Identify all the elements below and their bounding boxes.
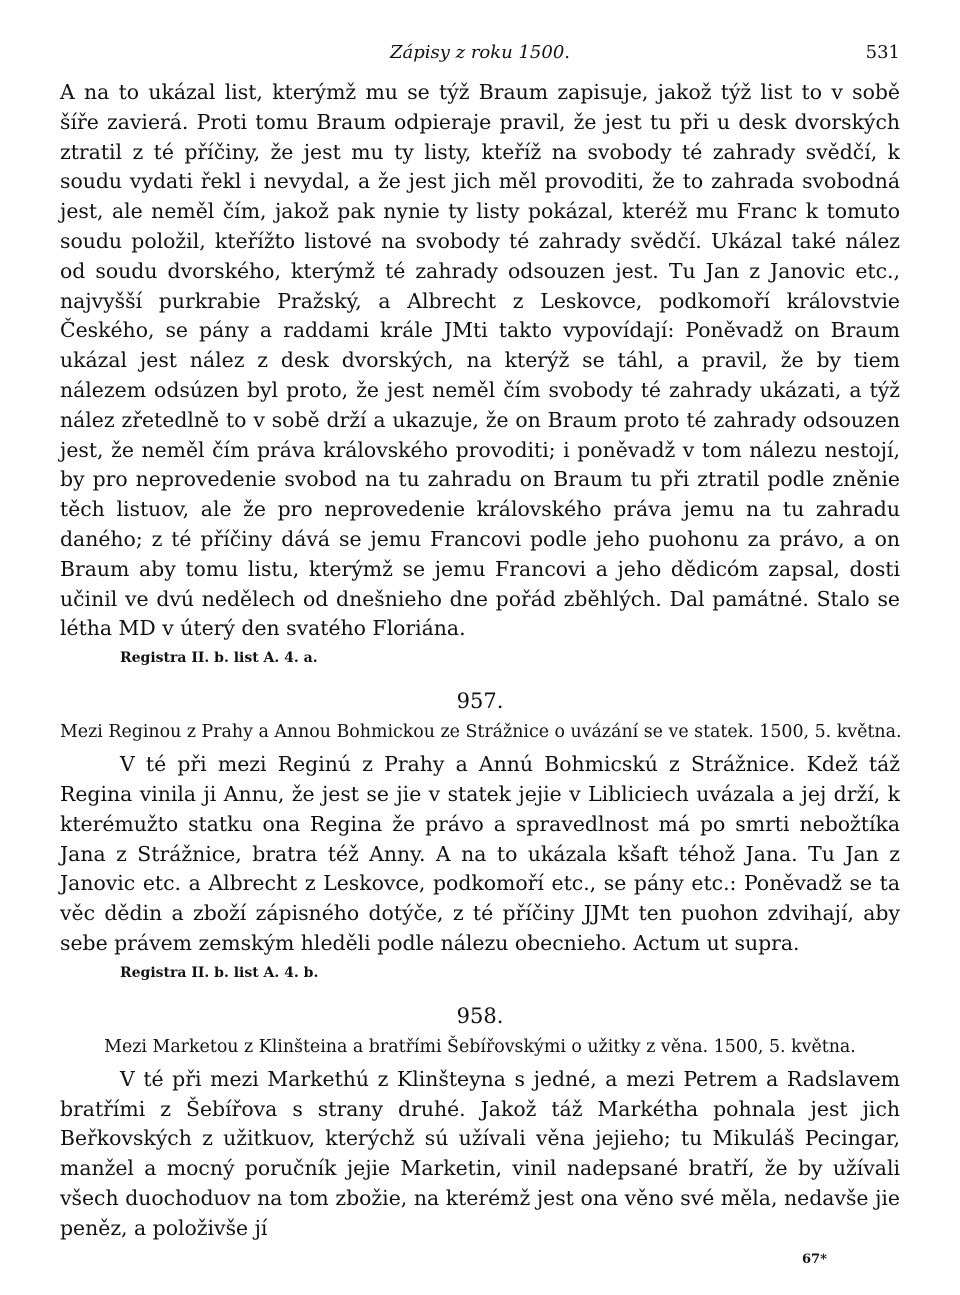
document-page [60, 40, 900, 1267]
entry-958 [60, 1001, 900, 1244]
entry-heading: Mezi Reginou z Prahy a Annou Bohmickou ze Strážnice o uvázání se ve statek. 1500, 5. května. [60, 722, 902, 743]
archive-reference: Registra II. b. list A. 4. a. [120, 650, 318, 667]
entry-number: 957. [456, 689, 504, 714]
printer-signature: 67* [802, 1251, 827, 1267]
intro-paragraph: A na to ukázal list, kterýmž mu se týž Braum zapisuje, jakož týž list to v sobě šíře zavierá. Proti tomu Braum odpieraje pravil, že jest tu při u desk dvorských ztratil z té příčiny, že jest mu ty listy, kteříž na svobody té zahrady svědčí, k soudu vydati řekl i nevydal, a že jest jich měl provoditi, že to zahrada svobodná jest, ale neměl čím, jakož pak nynie ty listy pokázal, kteréž mu Franc k tomuto soudu položil, kteřížto listové na svobody té zahrady svědčí. Ukázal také nález od soudu dvorského, kterýmž té zahrady odsouzen jest. Tu Jan z Janovic etc., najvyšší purkrabie Pražský, a Albrecht z Leskovce, podkomoří královstvie Českého, se pány a raddami krále JMti takto vypovídají: Poněvadž on Braum ukázal jest nález z desk dvorských, na kterýž se táhl, a pravil, že by tiem nálezem odsúzen byl proto, že jest neměl čím svobody té zahrady ukázati, a týž nález zřetedlně to v sobě drží a ukazuje, že on Braum proto té zahrady odsouzen jest, že neměl čím práva královského provoditi; i poněvadž v tom nálezu nestojí, by pro neprovedenie svobod na tu zahradu on Braum tu při ztratil podle zněnie těch listuov, ale že pro neprovedenie královského práva jemu na tu zahradu daného; z té příčiny dává se jemu Francovi podle jeho puohonu za právo, a on Braum aby tomu listu, kterýmž se jemu Francovi a jeho dědicóm zapsal, dosti učinil ve dvú nedělech od dnešnieho dne pořád zběhlých. Dal památné. Stalo se létha MD v úterý den svatého Floriána. [60, 80, 900, 641]
entry-number: 958. [456, 1003, 504, 1028]
page-number: 531 [865, 42, 900, 63]
running-title: Zápisy z roku 1500. [389, 42, 571, 63]
entry-body: V té při mezi Markethú z Klinšteyna s jedné, a mezi Petrem a Radslavem bratřími z Šebířova s strany druhé. Jakož táž Markétha pohnala jest jich Beřkovských z užitkuov, kterýchž sú užívali věna jejieho; tu Mikuláš Pecingar, manžel a mocný poručník jejie Marketin, vinil nadepsané bratří, že by užívali všech duochoduov na tom zbožie, na kterémž jest ona věno své měla, nedavše jie peněz, a položivše jí [60, 1066, 900, 1240]
archive-reference: Registra II. b. list A. 4. b. [120, 964, 319, 981]
entry-heading: Mezi Marketou z Klinšteina a bratřími Šebířovskými o užitky z věna. 1500, 5. května. [104, 1036, 856, 1057]
entry-957 [60, 686, 900, 983]
running-header [60, 40, 900, 78]
entry-body: V té při mezi Reginú z Prahy a Annú Bohmicskú z Strážnice. Kdež táž Regina vinila ji Annu, že jest se jie v statek jejie v Libliciech uvázala a jej drží, k kterémužto statku ona Regina že právo a spravedlnost má po smrti nebožtíka Jana z Strážnice, bratra též Anny. A na to ukázala kšaft téhož Jana. Tu Jan z Janovic etc. a Albrecht z Leskovce, podkomoří etc., se pány etc.: Poněvadž se ta věc dědin a zboží zápisného dotýče, z té příčiny JJMt ten puohon zdvihají, aby sebe právem zemským hleděli podle nálezu obecnieho. Actum ut supra. [60, 752, 900, 955]
